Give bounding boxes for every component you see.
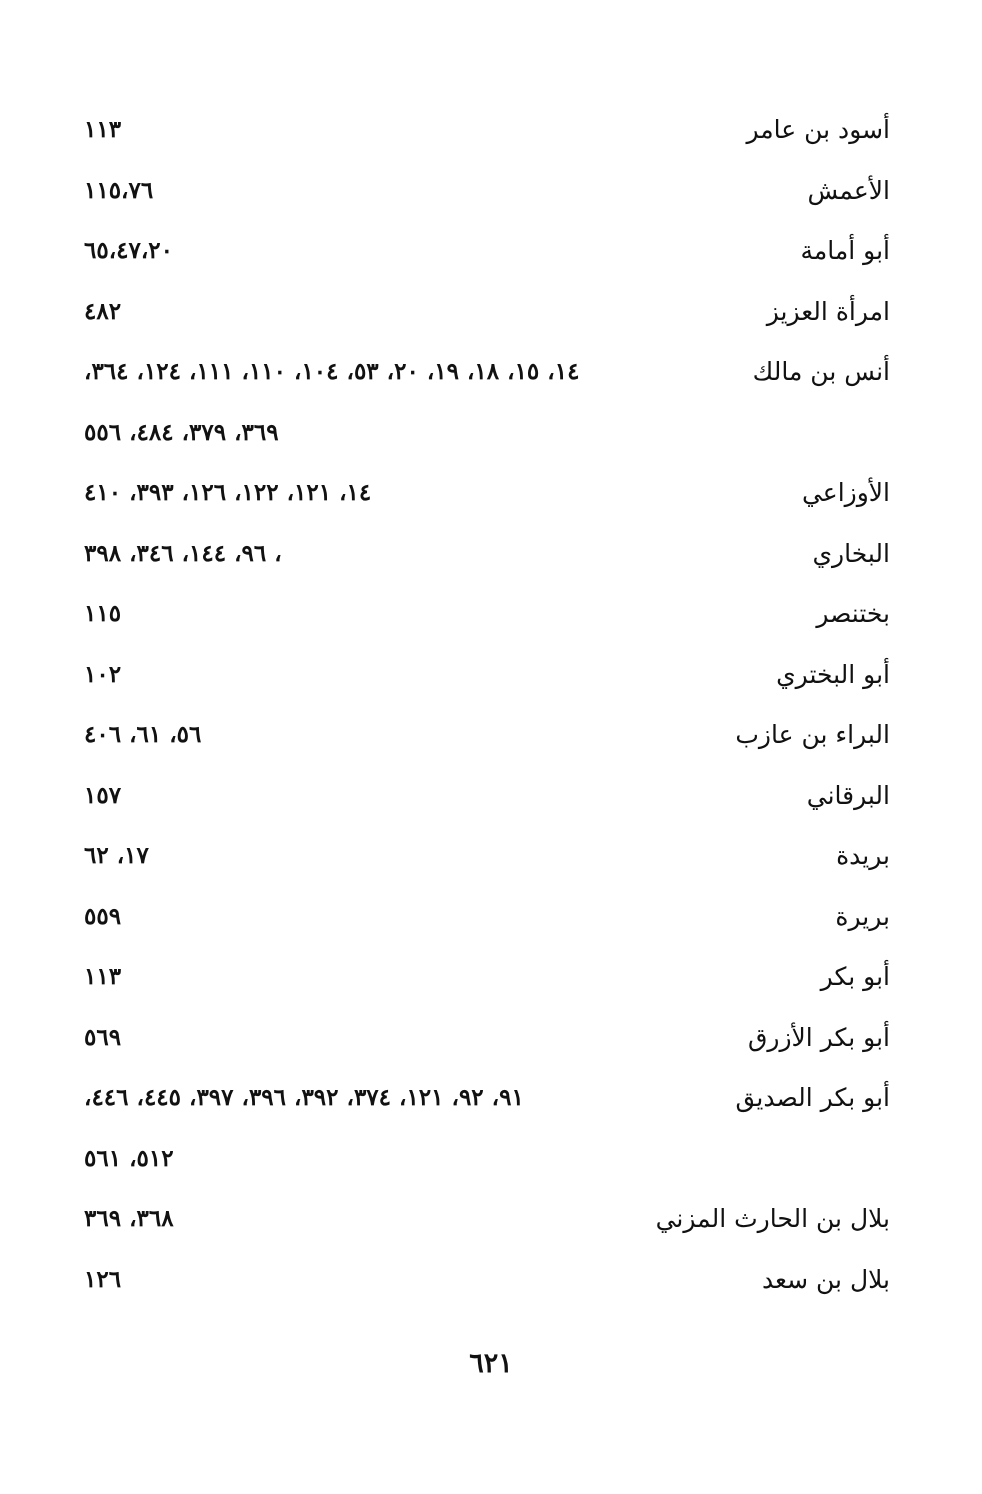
- entry-pages: ٩١، ٩٢، ١٢١، ٣٧٤، ٣٩٢، ٣٩٦، ٣٩٧، ٤٤٥، ٤٤٦،: [84, 1084, 524, 1111]
- entry-name: بلال بن الحارث المزني: [655, 1204, 890, 1233]
- index-entry: [84, 350, 890, 411]
- index-entry-continuation: [84, 411, 890, 472]
- index-entry: [84, 229, 890, 290]
- entry-pages: ٦٥،٤٧،٢٠: [84, 237, 173, 264]
- index-entry: [84, 169, 890, 230]
- index-entry: [84, 955, 890, 1016]
- index-entry-continuation: [84, 1137, 890, 1198]
- index-entry: [84, 774, 890, 835]
- entry-name: الأوزاعي: [801, 478, 890, 507]
- entry-name: أبو بكر الأزرق: [747, 1022, 890, 1052]
- entry-name: أسود بن عامر: [746, 115, 890, 144]
- entry-name: أبو بكر الصديق: [735, 1083, 890, 1112]
- entry-pages: ١٤، ١٥، ١٨، ١٩، ٢٠، ٥٣، ١٠٤، ١١٠، ١١١، ١٢٤، ٣٦٤،: [84, 358, 580, 385]
- entry-pages: ١١٣: [84, 963, 122, 990]
- entry-pages: ١١٥: [84, 600, 122, 627]
- entry-name: أنس بن مالك: [752, 357, 890, 386]
- entry-pages: ٥١٢، ٥٦١: [84, 1144, 174, 1172]
- entry-pages: ١٤، ١٢١، ١٢٢، ١٢٦، ٣٩٣، ٤١٠: [84, 479, 372, 506]
- entry-name: أبو البختري: [776, 659, 890, 689]
- index-entry: [84, 108, 890, 169]
- entry-pages: ٥٦، ٦١، ٤٠٦: [84, 721, 202, 748]
- entry-name: البراء بن عازب: [735, 720, 890, 749]
- index-entry: [84, 834, 890, 895]
- entry-pages: ٥٥٩: [84, 902, 122, 930]
- entry-name: بلال بن سعد: [761, 1264, 890, 1294]
- entry-pages: ١٧، ٦٢: [84, 842, 149, 869]
- entry-pages: ١٥٧: [84, 781, 122, 809]
- index-entries: [84, 108, 890, 1318]
- entry-name: البرقاني: [806, 780, 890, 810]
- entry-name: أبو بكر: [820, 962, 890, 991]
- index-entry: [84, 532, 890, 593]
- index-entry: [84, 290, 890, 351]
- entry-name: بريرة: [835, 901, 890, 931]
- entry-pages: ٤٨٢: [84, 297, 122, 325]
- entry-name: بختنصر: [816, 599, 890, 628]
- index-entry: [84, 1197, 890, 1258]
- index-entry: [84, 471, 890, 532]
- entry-pages: ٥٦٩: [84, 1023, 122, 1051]
- index-entry: [84, 1016, 890, 1077]
- entry-name: الأعمش: [807, 175, 890, 205]
- index-entry: [84, 1258, 890, 1319]
- entry-pages: ، ٩٦، ١٤٤، ٣٤٦، ٣٩٨: [84, 539, 282, 567]
- entry-pages: ٣٦٨، ٣٦٩: [84, 1205, 174, 1232]
- entry-pages: ١١٣: [84, 116, 122, 143]
- entry-name: البخاري: [812, 538, 890, 568]
- entry-pages: ١١٥،٧٦: [84, 176, 154, 204]
- index-entry: [84, 1076, 890, 1137]
- index-entry: [84, 653, 890, 714]
- index-entry: [84, 592, 890, 653]
- index-entry: [84, 713, 890, 774]
- entry-name: امرأة العزيز: [766, 296, 890, 326]
- index-entry: [84, 895, 890, 956]
- entry-name: أبو أمامة: [800, 236, 890, 265]
- entry-name: بريدة: [836, 841, 890, 870]
- entry-pages: ١٢٦: [84, 1265, 122, 1293]
- entry-pages: ١٠٢: [84, 660, 122, 688]
- page-number: ٦٢١: [469, 1348, 513, 1379]
- entry-pages: ٣٦٩، ٣٧٩، ٤٨٤، ٥٥٦: [84, 418, 279, 446]
